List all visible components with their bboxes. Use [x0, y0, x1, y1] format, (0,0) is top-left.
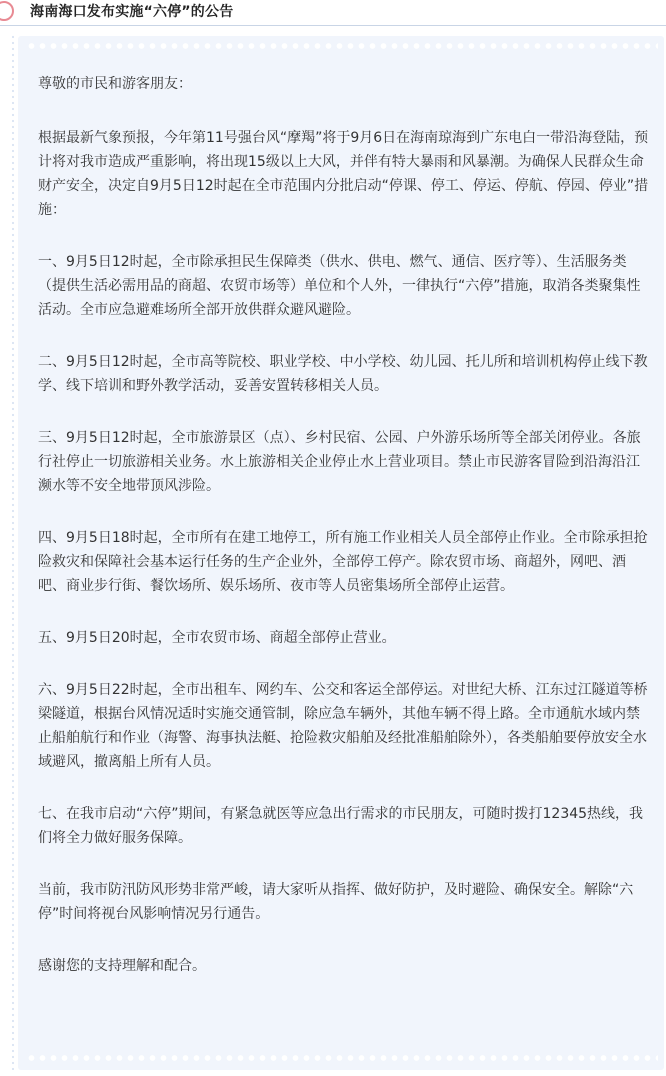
header-divider	[0, 25, 666, 26]
measure-item-4: 四、9月5日18时起，全市所有在建工地停工，所有施工作业相关人员全部停止作业。全市除承担抢险救灾和保障社会基本运行任务的生产企业外，全部停工停产。除农贸市场、商超外，网吧、酒吧、商业步行街、餐饮场所、娱乐场所、夜市等人员密集场所全部停止运营。	[38, 530, 648, 594]
article-title: 海南海口发布实施“六停”的公告	[30, 4, 234, 20]
measure-item-1: 一、9月5日12时起，全市除承担民生保障类（供水、供电、燃气、通信、医疗等）、生活服务类（提供生活必需用品的商超、农贸市场等）单位和个人外，一律执行“六停”措施，取消各类聚集性活动。全市应急避难场所全部开放供群众避风避险。	[38, 254, 641, 318]
measure-item-5: 五、9月5日20时起，全市农贸市场、商超全部停止营业。	[38, 630, 396, 646]
intro-paragraph: 根据最新气象预报，今年第11号强台风“摩羯”将于9月6日在海南琼海到广东电白一带沿海登陆，预计将对我市造成严重影响，将出现15级以上大风，并伴有特大暴雨和风暴潮。为确保人民群众生命财产安全，决定自9月5日12时起在全市范围内分批启动“停课、停工、停运、停航、停园、停业”措施：	[38, 130, 649, 218]
article-header	[0, 0, 666, 26]
dotted-border-bottom	[26, 1054, 658, 1062]
closing-paragraph: 当前，我市防汛防风形势非常严峻，请大家听从指挥、做好防护，及时避险、确保安全。解除“六停”时间将视台风影响情况另行通告。	[38, 882, 634, 922]
circle-decoration-icon	[0, 1, 14, 21]
measure-item-3: 三、9月5日12时起，全市旅游景区（点）、乡村民宿、公园、户外游乐场所等全部关闭停业。各旅行社停止一切旅游相关业务。水上旅游相关企业停止水上营业项目。禁止市民游客冒险到沿海沿江濒水等不安全地带顶风涉险。	[38, 430, 641, 494]
dotted-border-top	[26, 42, 658, 50]
measure-item-2: 二、9月5日12时起，全市高等院校、职业学校、中小学校、幼儿园、托儿所和培训机构停止线下教学、线下培训和野外教学活动，妥善安置转移相关人员。	[38, 354, 648, 394]
announcement-body	[38, 72, 652, 1006]
measure-item-7: 七、在我市启动“六停”期间，有紧急就医等应急出行需求的市民朋友，可随时拨打12345热线，我们将全力做好服务保障。	[38, 806, 644, 846]
dotted-border-left	[12, 34, 14, 1070]
measure-item-6: 六、9月5日22时起，全市出租车、网约车、公交和客运全部停运。对世纪大桥、江东过江隧道等桥梁隧道，根据台风情况适时实施交通管制，除应急车辆外，其他车辆不得上路。全市通航水域内禁止船舶航行和作业（海警、海事执法艇、抢险救灾船舶及经批准船舶除外），各类船舶要停放安全水域避风，撤离船上所有人员。	[38, 682, 648, 770]
greeting: 尊敬的市民和游客朋友：	[38, 76, 192, 92]
thanks-line: 感谢您的支持理解和配合。	[38, 958, 206, 974]
